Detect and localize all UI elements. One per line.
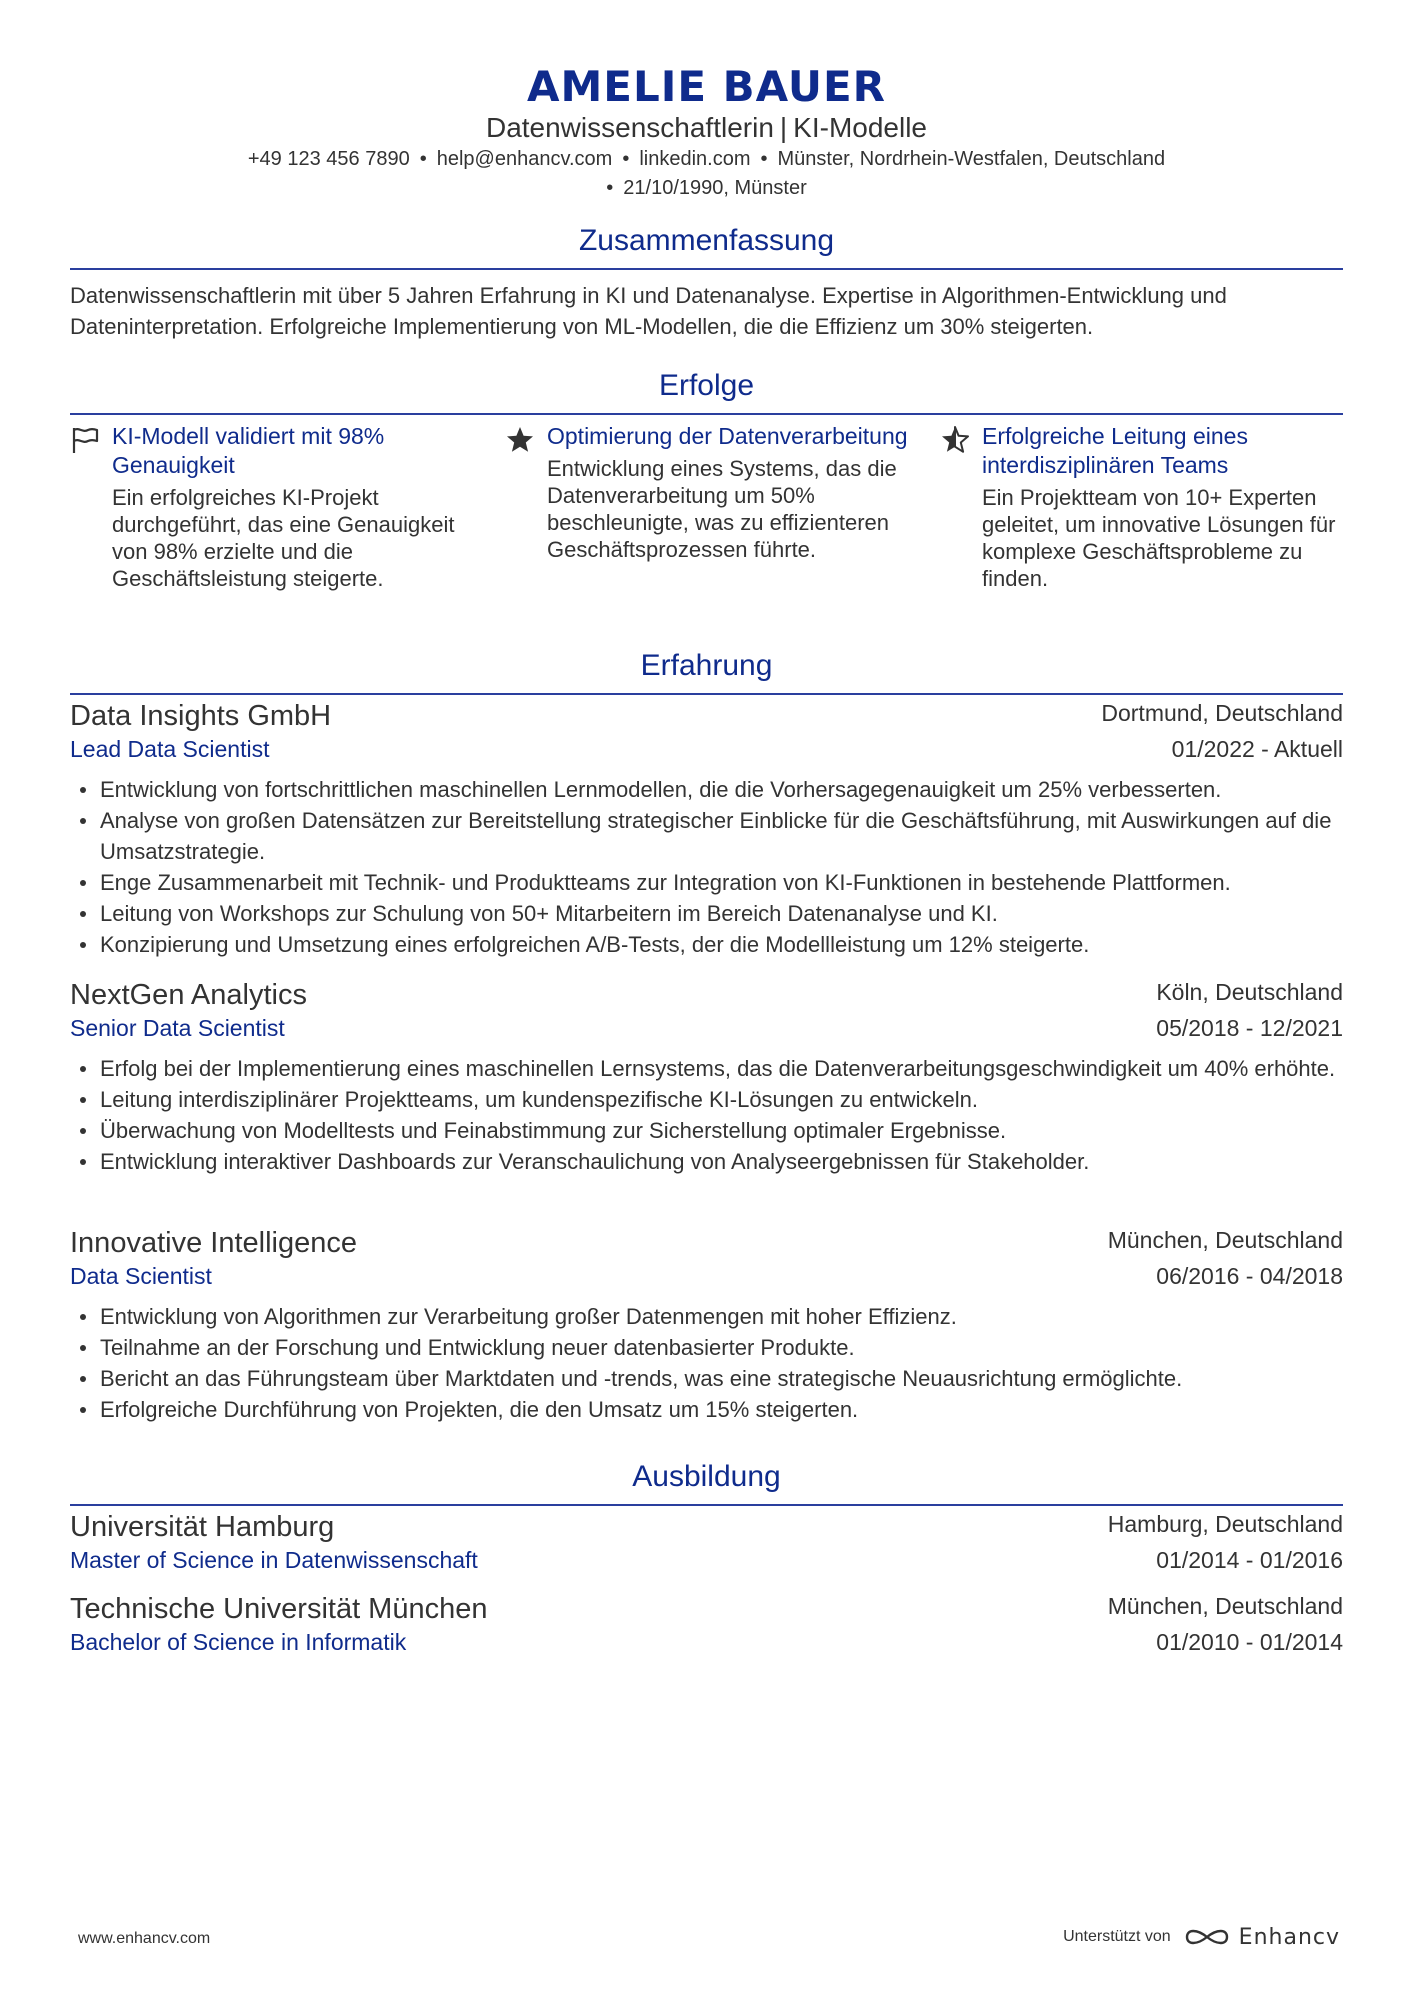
school-name: Technische Universität München (70, 1593, 488, 1625)
company-name: NextGen Analytics (70, 979, 307, 1011)
experience-entry (70, 700, 1343, 960)
list-item: Enge Zusammenarbeit mit Technik- und Produktteams zur Integration von KI-Funktionen in bestehende Plattformen. (70, 867, 1343, 898)
list-item: Leitung von Workshops zur Schulung von 50+ Mitarbeitern im Bereich Datenanalyse und KI. (70, 898, 1343, 929)
section-title-experience: Erfahrung (640, 649, 773, 682)
list-item: Leitung interdisziplinärer Projektteams, um kundenspezifische KI-Lösungen zu entwickeln. (70, 1084, 1343, 1115)
list-item: Entwicklung von fortschrittlichen maschinellen Lernmodellen, die die Vorhersagegenauigkeit um 25% verbesserten. (70, 774, 1343, 805)
school-name: Universität Hamburg (70, 1511, 335, 1543)
candidate-name: AMELIE BAUER (526, 62, 887, 111)
job-bullets (70, 1053, 1343, 1177)
achievement-text: Ein Projektteam von 10+ Experten geleitet, um innovative Lösungen für komplexe Geschäftsprobleme zu finden. (982, 485, 1336, 591)
job-location: Köln, Deutschland (1156, 979, 1343, 1005)
list-item: Konzipierung und Umsetzung eines erfolgreichen A/B-Tests, der die Modellleistung um 12% steigerte. (70, 929, 1343, 960)
school-location: Hamburg, Deutschland (1107, 1511, 1343, 1537)
achievement-text: Ein erfolgreiches KI-Projekt durchgeführt, das eine Genauigkeit von 98% erzielte und die Geschäftsleistung steigerte. (112, 485, 455, 591)
section-title-summary: Zusammenfassung (578, 224, 835, 257)
list-item: Entwicklung von Algorithmen zur Verarbeitung großer Datenmengen mit hoher Effizienz. (70, 1301, 1343, 1332)
job-location: Dortmund, Deutschland (1101, 700, 1343, 726)
flag-icon (70, 425, 100, 455)
title-sub: KI-Modelle (793, 112, 928, 143)
section-divider (70, 413, 1343, 415)
job-dates: 01/2022 - Aktuell (1171, 736, 1343, 762)
achievement-title: KI-Modell validiert mit 98% Genauigkeit (112, 423, 385, 478)
phone: +49 123 456 7890 (247, 148, 410, 170)
job-role: Lead Data Scientist (70, 736, 270, 762)
section-divider (70, 1504, 1343, 1506)
footer-powered-by (1063, 1924, 1340, 1950)
job-role: Data Scientist (70, 1263, 212, 1289)
degree: Master of Science in Datenwissenschaft (70, 1547, 478, 1573)
separator-dot: • (419, 148, 427, 170)
star-icon (505, 425, 535, 455)
education-entry (70, 1511, 1343, 1575)
email-link[interactable]: help@enhancv.com (436, 148, 613, 170)
degree: Bachelor of Science in Informatik (70, 1629, 407, 1655)
separator-dot: • (622, 148, 630, 170)
birth-info: 21/10/1990, Münster (623, 177, 807, 199)
list-item: Überwachung von Modelltests und Feinabstimmung zur Sicherstellung optimaler Ergebnisse. (70, 1115, 1343, 1146)
job-role: Senior Data Scientist (70, 1015, 285, 1041)
title-separator: | (779, 112, 788, 143)
company-name: Innovative Intelligence (70, 1227, 357, 1259)
achievement-title: Erfolgreiche Leitung eines interdisziplinären Teams (982, 423, 1248, 478)
achievement-item (70, 422, 475, 592)
education-entry (70, 1593, 1343, 1657)
contact-line (70, 148, 1343, 171)
company-name: Data Insights GmbH (70, 700, 332, 732)
title-main: Datenwissenschaftlerin (485, 112, 774, 143)
job-bullets (70, 774, 1343, 960)
linkedin-link[interactable]: linkedin.com (639, 148, 751, 170)
enhancv-logo-text: Enhancv (1238, 1924, 1340, 1950)
section-title-education: Ausbildung (632, 1460, 781, 1493)
summary-text: Datenwissenschaftlerin mit über 5 Jahren Erfahrung in KI und Datenanalyse. Expertise in Algorithmen-Entwicklung und Dateninterpretation. Erfolgreiche Implementierung von ML-Modellen, die die Effizienz um 30% steigerten. (70, 283, 1227, 339)
job-bullets (70, 1301, 1343, 1425)
section-divider (70, 693, 1343, 695)
location: Münster, Nordrhein-Westfalen, Deutschland (777, 148, 1166, 170)
section-title-achievements: Erfolge (658, 369, 755, 402)
list-item: Bericht an das Führungsteam über Marktdaten und -trends, was eine strategische Neuausrichtung ermöglichte. (70, 1363, 1343, 1394)
candidate-title (70, 112, 1343, 144)
experience-entry (70, 1227, 1343, 1425)
powered-by-label: Unterstützt von (1063, 1928, 1171, 1945)
achievement-text: Entwicklung eines Systems, das die Datenverarbeitung um 50% beschleunigte, was zu effizienteren Geschäftsprozessen führte. (547, 456, 897, 562)
school-location: München, Deutschland (1107, 1593, 1343, 1619)
list-item: Analyse von großen Datensätzen zur Bereitstellung strategischer Einblicke für die Geschäftsführung, mit Auswirkungen auf die Umsatzstrategie. (70, 805, 1343, 867)
list-item: Erfolgreiche Durchführung von Projekten, die den Umsatz um 15% steigerten. (70, 1394, 1343, 1425)
job-location: München, Deutschland (1107, 1227, 1343, 1253)
footer-website-link[interactable]: www.enhancv.com (78, 1930, 211, 1947)
birth-line (70, 177, 1343, 200)
list-item: Erfolg bei der Implementierung eines maschinellen Lernsystems, das die Datenverarbeitungsgeschwindigkeit um 40% erhöhte. (70, 1053, 1343, 1084)
experience-entry (70, 979, 1343, 1177)
achievement-title: Optimierung der Datenverarbeitung (547, 423, 908, 449)
achievement-item (505, 422, 910, 563)
list-item: Entwicklung interaktiver Dashboards zur Veranschaulichung von Analyseergebnissen für Stakeholder. (70, 1146, 1343, 1177)
education-dates: 01/2014 - 01/2016 (1156, 1547, 1343, 1573)
job-dates: 05/2018 - 12/2021 (1156, 1015, 1343, 1041)
achievement-item (940, 422, 1345, 592)
enhancv-logo-icon (1183, 1924, 1231, 1950)
education-dates: 01/2010 - 01/2014 (1156, 1629, 1343, 1655)
half-star-icon (940, 425, 970, 455)
list-item: Teilnahme an der Forschung und Entwicklung neuer datenbasierter Produkte. (70, 1332, 1343, 1363)
separator-dot: • (606, 177, 614, 199)
separator-dot: • (760, 148, 768, 170)
job-dates: 06/2016 - 04/2018 (1156, 1263, 1343, 1289)
section-divider (70, 268, 1343, 270)
